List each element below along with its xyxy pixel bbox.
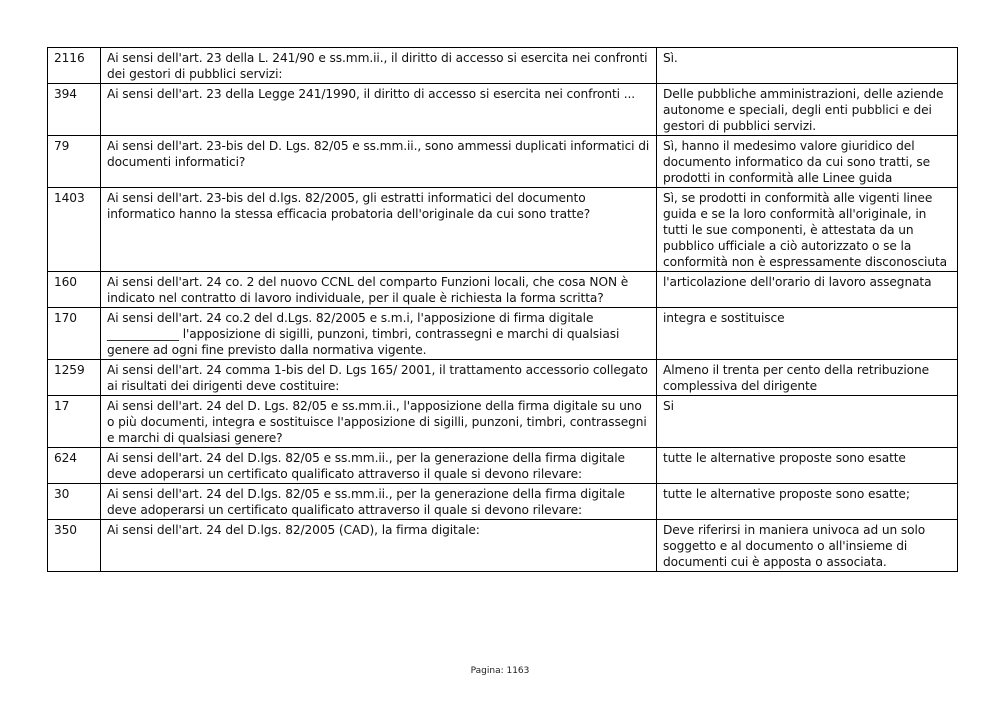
page-number: Pagina: 1163 [470, 666, 530, 676]
question-cell: Ai sensi dell'art. 24 co. 2 del nuovo CCNL del comparto Funzioni locali, che cosa NON è indicato nel contratto di lavoro individuale, per il quale è richiesta la forma scritta? [101, 272, 657, 308]
question-id-cell: 394 [48, 84, 101, 136]
answer-cell: integra e sostituisce [657, 308, 958, 360]
question-id-cell: 30 [48, 484, 101, 520]
question-cell: Ai sensi dell'art. 24 del D.lgs. 82/2005 (CAD), la firma digitale: [101, 520, 657, 572]
table-row [48, 484, 958, 520]
question-cell: Ai sensi dell'art. 24 comma 1-bis del D. Lgs 165/ 2001, il trattamento accessorio collegato ai risultati dei dirigenti deve costituire: [101, 360, 657, 396]
table-row [48, 448, 958, 484]
question-cell: Ai sensi dell'art. 23-bis del d.lgs. 82/2005, gli estratti informatici del documento informatico hanno la stessa efficacia probatoria dell'originale da cui sono tratte? [101, 188, 657, 272]
answer-cell: tutte le alternative proposte sono esatte; [657, 484, 958, 520]
question-id-cell: 160 [48, 272, 101, 308]
table-row [48, 272, 958, 308]
question-id-cell: 624 [48, 448, 101, 484]
question-id-cell: 1403 [48, 188, 101, 272]
table-row [48, 520, 958, 572]
question-id-cell: 1259 [48, 360, 101, 396]
answer-cell: Sì, hanno il medesimo valore giuridico del documento informatico da cui sono tratti, se prodotti in conformità alle Linee guida [657, 136, 958, 188]
table-row [48, 308, 958, 360]
question-id-cell: 170 [48, 308, 101, 360]
qa-table [47, 47, 958, 572]
table-row [48, 136, 958, 188]
question-cell: Ai sensi dell'art. 24 del D.lgs. 82/05 e ss.mm.ii., per la generazione della firma digitale deve adoperarsi un certificato qualificato attraverso il quale si devono rilevare: [101, 448, 657, 484]
answer-cell: Deve riferirsi in maniera univoca ad un solo soggetto e al documento o all'insieme di documenti cui è apposta o associata. [657, 520, 958, 572]
qa-table-body [48, 48, 958, 572]
question-id-cell: 2116 [48, 48, 101, 84]
answer-cell: Sì. [657, 48, 958, 84]
question-cell: Ai sensi dell'art. 24 co.2 del d.Lgs. 82/2005 e s.m.i, l'apposizione di firma digitale ____________ l'apposizione di sigilli, punzoni, timbri, contrassegni e marchi di qualsiasi genere ad ogni fine previsto dalla normativa vigente. [101, 308, 657, 360]
question-cell: Ai sensi dell'art. 23 della Legge 241/1990, il diritto di accesso si esercita nei confronti ... [101, 84, 657, 136]
table-row [48, 188, 958, 272]
table-row [48, 360, 958, 396]
answer-cell: l'articolazione dell'orario di lavoro assegnata [657, 272, 958, 308]
answer-cell: tutte le alternative proposte sono esatte [657, 448, 958, 484]
question-id-cell: 350 [48, 520, 101, 572]
table-row [48, 396, 958, 448]
question-cell: Ai sensi dell'art. 24 del D.lgs. 82/05 e ss.mm.ii., per la generazione della firma digitale deve adoperarsi un certificato qualificato attraverso il quale si devono rilevare: [101, 484, 657, 520]
question-cell: Ai sensi dell'art. 24 del D. Lgs. 82/05 e ss.mm.ii., l'apposizione della firma digitale su uno o più documenti, integra e sostituisce l'apposizione di sigilli, punzoni, timbri, contrassegni e marchi di qualsiasi genere? [101, 396, 657, 448]
answer-cell: Almeno il trenta per cento della retribuzione complessiva del dirigente [657, 360, 958, 396]
question-id-cell: 17 [48, 396, 101, 448]
answer-cell: Delle pubbliche amministrazioni, delle aziende autonome e speciali, degli enti pubblici e dei gestori di pubblici servizi. [657, 84, 958, 136]
question-id-cell: 79 [48, 136, 101, 188]
question-cell: Ai sensi dell'art. 23-bis del D. Lgs. 82/05 e ss.mm.ii., sono ammessi duplicati informatici di documenti informatici? [101, 136, 657, 188]
question-cell: Ai sensi dell'art. 23 della L. 241/90 e ss.mm.ii., il diritto di accesso si esercita nei confronti dei gestori di pubblici servizi: [101, 48, 657, 84]
table-row [48, 48, 958, 84]
answer-cell: Si [657, 396, 958, 448]
answer-cell: Sì, se prodotti in conformità alle vigenti linee guida e se la loro conformità all'originale, in tutti le sue componenti, è attestata da un pubblico ufficiale a ciò autorizzato o se la conformità non è espressamente disconosciuta [657, 188, 958, 272]
table-row [48, 84, 958, 136]
